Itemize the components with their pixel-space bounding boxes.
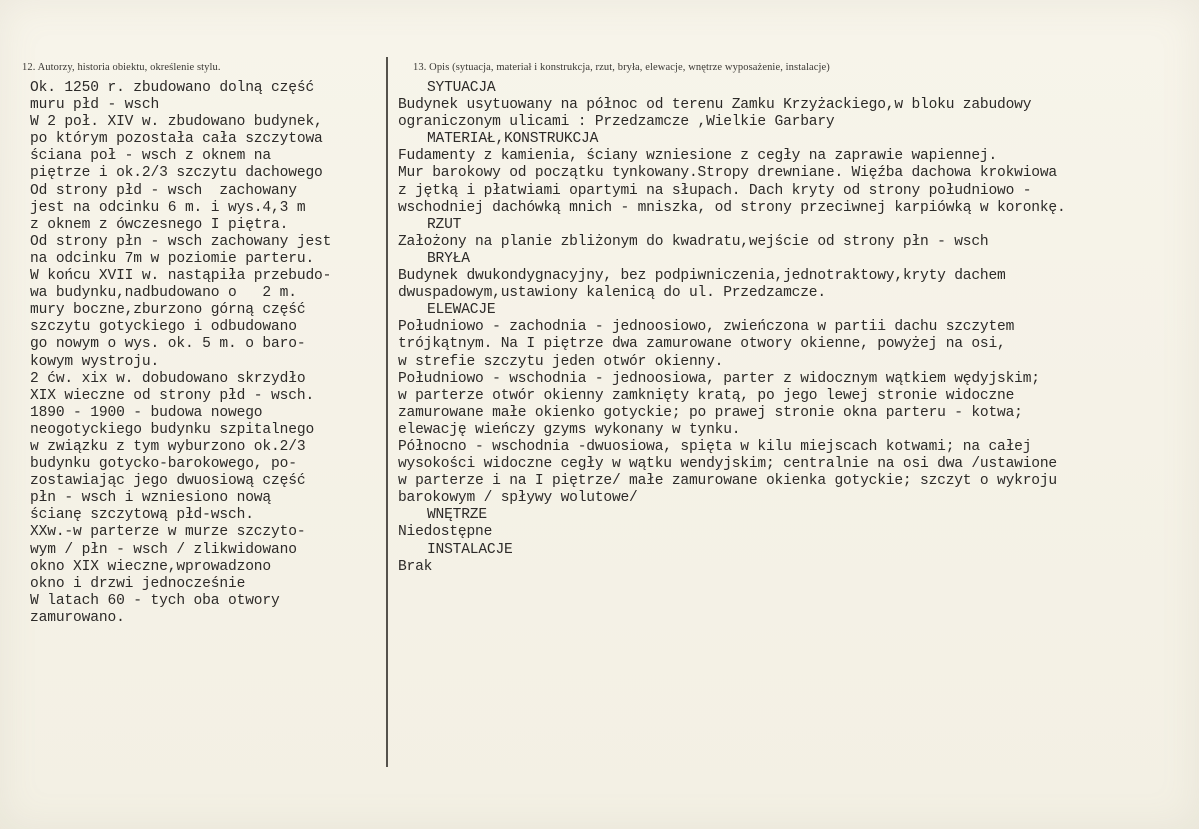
history-line: W latach 60 - tych oba otwory [30,592,280,609]
section-heading: RZUT [427,216,462,233]
history-line: budynku gotycko-barokowego, po- [30,456,297,473]
history-line: Ok. 1250 r. zbudowano dolną część [30,80,315,96]
history-line: z oknem z ówczesnego I piętra. [30,216,289,233]
description-line: Założony na planie zbliżonym do kwadratu,wejście od strony płn - wsch [398,233,989,250]
history-line: kowym wystroju. [30,353,160,370]
section-13-header: 13. Opis (sytuacja, materiał i konstrukcja, rzut, bryła, elewacje, wnętrze wyposażenie, instalacje) [413,62,830,73]
description-line: w strefie szczytu jeden otwór okienny. [398,353,724,370]
history-line: płn - wsch i wzniesiono nową [30,490,272,507]
description-line: Budynek usytuowany na północ od terenu Zamku Krzyżackiego,w bloku zabudowy [398,97,1032,114]
section-heading: ELEWACJE [427,302,496,319]
description-line: Południowo - wschodnia - jednoosiowa, parter z widocznym wątkiem wędyjskim; [398,370,1040,387]
history-line: 1890 - 1900 - budowa nowego [30,404,263,421]
description-line: wschodniej dachówką mnich - mniszka, od strony przeciwnej karpiówką w koronkę. [398,199,1066,216]
section-12-header: 12. Autorzy, historia obiektu, określenie stylu. [22,62,221,73]
history-line: XIX wieczne od strony płd - wsch. [30,387,315,404]
description-line: Budynek dwukondygnacyjny, bez podpiwniczenia,jednotraktowy,kryty dachem [398,268,1006,285]
description-line: Brak [398,558,433,575]
history-line: 2 ćw. xix w. dobudowano skrzydło [30,370,306,387]
history-line: na odcinku 7m w poziomie parteru. [30,250,315,267]
section-heading: BRYŁA [427,250,470,267]
history-line: W 2 poł. XIV w. zbudowano budynek, [30,114,323,131]
history-line: okno i drzwi jednocześnie [30,575,246,592]
history-line: szczytu gotyckiego i odbudowano [30,319,297,336]
history-line: wa budynku,nadbudowano o 2 m. [30,285,297,302]
section-heading: INSTALACJE [427,541,513,558]
description-line: z jętką i płatwiami opartymi na słupach. Dach kryty od strony południowo - [398,182,1032,199]
history-line: zamurowano. [30,609,125,626]
description-line: Fudamenty z kamienia, ściany wzniesione z cegły na zaprawie wapiennej. [398,148,998,165]
history-line: XXw.-w parterze w murze szczyto- [30,524,306,541]
history-line: ściana poł - wsch z oknem na [30,148,272,165]
description-line: trójkątnym. Na I piętrze dwa zamurowane otwory okienne, powyżej na osi, [398,336,1006,353]
history-line: piętrze i ok.2/3 szczytu dachowego [30,165,323,182]
history-line: wym / płn - wsch / zlikwidowano [30,541,297,558]
description-line: zamurowane małe okienko gotyckie; po prawej stronie okna parteru - kotwa; [398,404,1023,421]
section-heading: MATERIAŁ,KONSTRUKCJA [427,131,599,148]
history-line: go nowym o wys. ok. 5 m. o baro- [30,336,306,353]
history-line: jest na odcinku 6 m. i wys.4,3 m [30,199,306,216]
description-line: Południowo - zachodnia - jednoosiowo, zwieńczona w partii dachu szczytem [398,319,1015,336]
history-line: Od strony płn - wsch zachowany jest [30,233,332,250]
history-line: neogotyckiego budynku szpitalnego [30,421,315,438]
history-line: Od strony płd - wsch zachowany [30,182,297,199]
history-line: w związku z tym wyburzono ok.2/3 [30,438,306,455]
description-line: ograniczonym ulicami : Przedzamcze ,Wielkie Garbary [398,114,835,131]
description-line: w parterze otwór okienny zamknięty kratą, po jego lewej stronie widoczne [398,387,1015,404]
description-line: Północno - wschodnia -dwuosiowa, spięta w kilu miejscach kotwami; na całej [398,438,1032,455]
history-line: muru płd - wsch [30,97,160,114]
description-line: wysokości widoczne cegły w wątku wendyjskim; centralnie na osi dwa /ustawione [398,456,1057,473]
description-column [398,80,1188,576]
history-line: mury boczne,zburzono górną część [30,302,306,319]
description-line: barokowym / spływy wolutowe/ [398,490,638,507]
description-line: Mur barokowy od początku tynkowany.Stropy drewniane. Więźba dachowa krokwiowa [398,165,1057,182]
description-line: elewację wieńczy gzyms wykonany w tynku. [398,421,741,438]
history-line: okno XIX wieczne,wprowadzono [30,558,272,575]
section-heading: WNĘTRZE [427,507,487,524]
history-line: ścianę szczytową płd-wsch. [30,507,254,524]
description-line: dwuspadowym,ustawiony kalenicą do ul. Przedzamcze. [398,285,826,302]
description-line: Niedostępne [398,524,493,541]
history-line: zostawiając jego dwuosiową część [30,473,306,490]
history-column [30,80,390,627]
history-line: po którym pozostała cała szczytowa [30,131,323,148]
description-line: w parterze i na I piętrze/ małe zamurowane okienka gotyckie; szczyt o wykroju [398,473,1057,490]
section-heading: SYTUACJA [427,80,496,96]
history-line: W końcu XVII w. nastąpiła przebudo- [30,268,332,285]
